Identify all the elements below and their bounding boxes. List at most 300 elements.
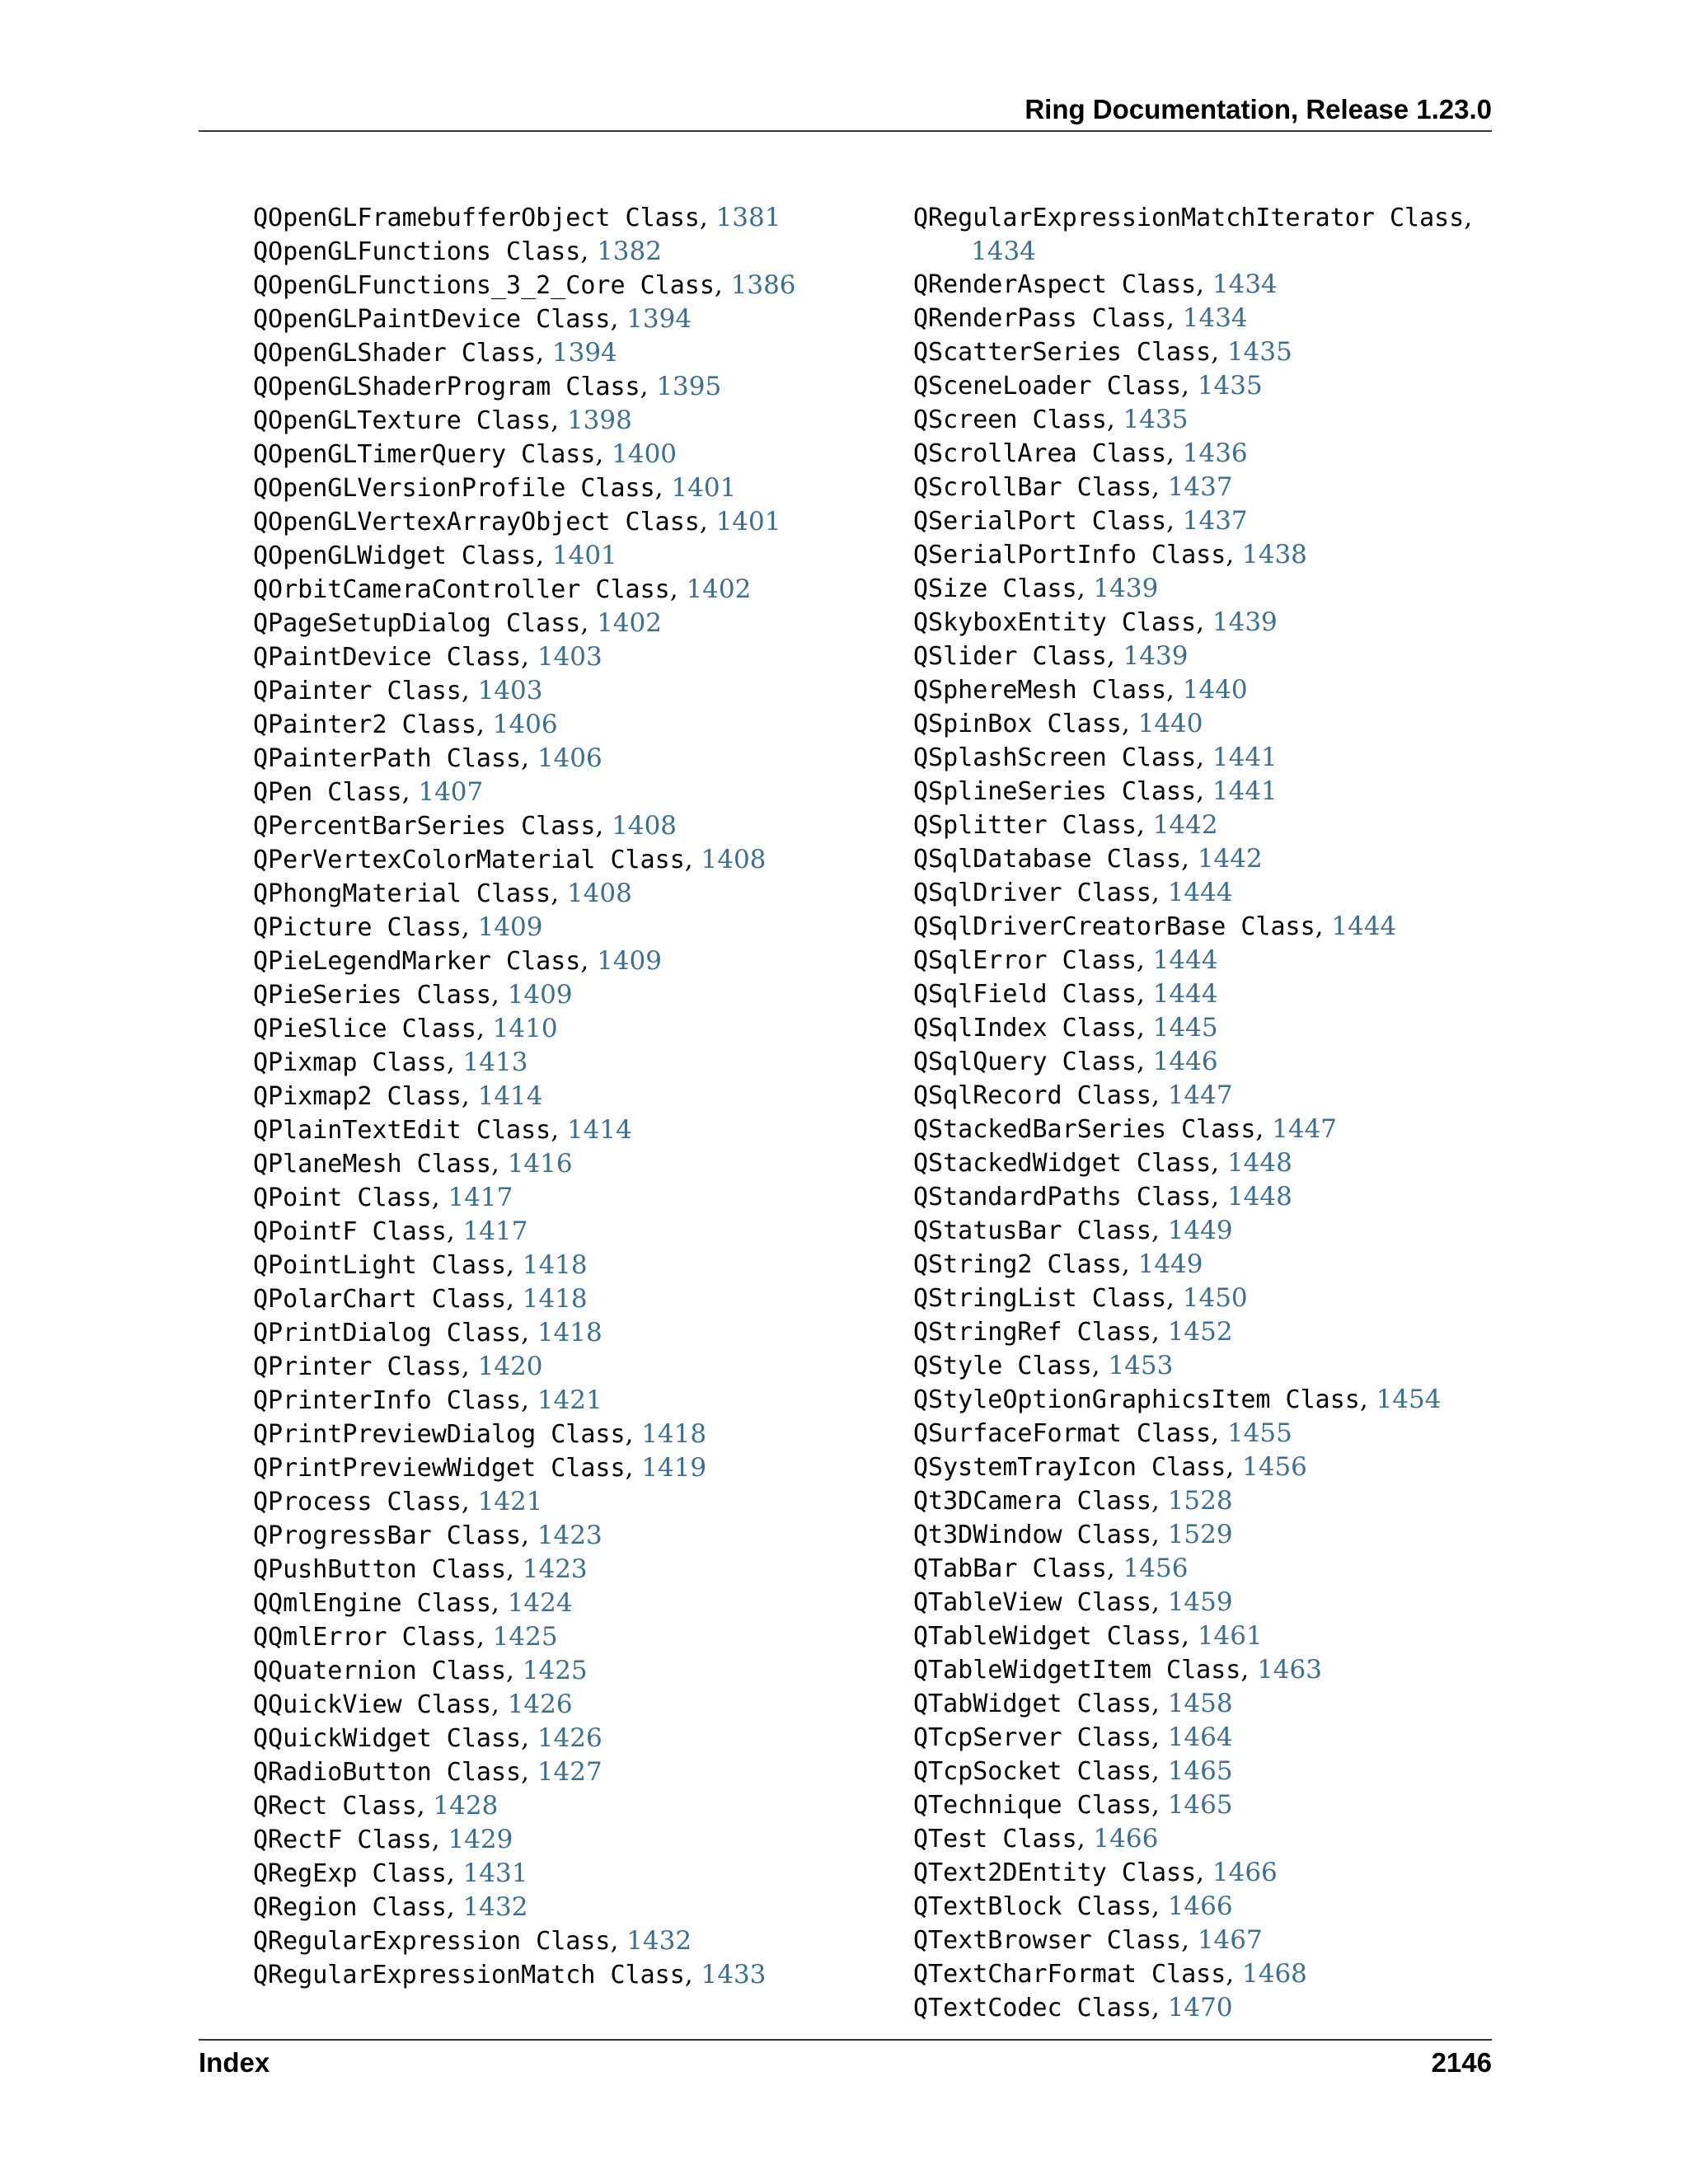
- entry-name: QPixmap Class: [253, 1048, 447, 1077]
- index-entry: QStringRef Class, 1452: [913, 1317, 1233, 1347]
- entry-page-link[interactable]: 1454: [1376, 1385, 1442, 1414]
- entry-name: QSurfaceFormat Class: [913, 1419, 1212, 1448]
- entry-page-link[interactable]: 1426: [507, 1690, 573, 1719]
- entry-page-link[interactable]: 1394: [551, 338, 617, 368]
- entry-name: QOpenGLWidget Class: [253, 541, 537, 570]
- entry-name: QSystemTrayIcon Class: [913, 1453, 1226, 1482]
- entry-page-link[interactable]: 1402: [597, 608, 662, 638]
- entry-name: QSqlDriverCreatorBase Class: [913, 912, 1315, 941]
- entry-name: QTextCharFormat Class: [913, 1960, 1226, 1989]
- entry-name: Qt3DCamera Class: [913, 1487, 1151, 1516]
- entry-page-link[interactable]: 1456: [1123, 1554, 1189, 1583]
- entry-name: QPrintDialog Class: [253, 1319, 522, 1347]
- entry-name: QPrintPreviewDialog Class: [253, 1420, 626, 1449]
- entry-name: QOpenGLTimerQuery Class: [253, 440, 596, 469]
- index-entry: QPaintDevice Class, 1403: [253, 642, 603, 672]
- index-entry: QPainter2 Class, 1406: [253, 710, 558, 739]
- index-entry: QOpenGLVersionProfile Class, 1401: [253, 473, 737, 503]
- entry-page-link[interactable]: 1403: [477, 676, 543, 705]
- entry-page-link[interactable]: 1408: [612, 811, 678, 841]
- index-entry: QOpenGLWidget Class, 1401: [253, 541, 617, 570]
- index-entry: QSqlField Class, 1444: [913, 979, 1218, 1009]
- entry-name: QSplineSeries Class: [913, 777, 1197, 806]
- entry-page-link[interactable]: 1381: [715, 203, 781, 232]
- entry-name: QOpenGLFunctions_3_2_Core Class: [253, 271, 715, 300]
- index-entry: QPerVertexColorMaterial Class, 1408: [253, 845, 767, 874]
- entry-page-link[interactable]: 1408: [701, 845, 767, 874]
- entry-name: QOpenGLVertexArrayObject Class: [253, 508, 700, 537]
- index-entry: QPrinterInfo Class, 1421: [253, 1385, 603, 1415]
- entry-name: QStatusBar Class: [913, 1216, 1151, 1245]
- entry-page-link[interactable]: 1528: [1167, 1486, 1233, 1516]
- index-entry: QPieLegendMarker Class, 1409: [253, 946, 662, 976]
- footer-section: Index: [199, 2047, 270, 2078]
- index-entry: QQmlError Class, 1425: [253, 1622, 558, 1652]
- entry-page-link[interactable]: 1434: [1182, 303, 1248, 333]
- index-entry: QText2DEntity Class, 1466: [913, 1858, 1278, 1887]
- entry-page-link[interactable]: 1406: [537, 743, 603, 773]
- entry-name: QTableView Class: [913, 1588, 1151, 1617]
- index-entry: QSqlDatabase Class, 1442: [913, 844, 1263, 874]
- entry-page-link[interactable]: 1395: [656, 372, 722, 401]
- entry-page-link[interactable]: 1447: [1167, 1080, 1233, 1110]
- entry-name: QPainterPath Class: [253, 744, 522, 773]
- entry-name: QText2DEntity Class: [913, 1858, 1197, 1887]
- entry-name: QTableWidget Class: [913, 1622, 1182, 1651]
- entry-name: QPercentBarSeries Class: [253, 812, 596, 841]
- entry-page-link[interactable]: 1437: [1182, 506, 1248, 536]
- entry-name: QOpenGLPaintDevice Class: [253, 305, 611, 334]
- entry-page-link[interactable]: 1426: [537, 1723, 603, 1753]
- entry-name: QOpenGLShader Class: [253, 339, 537, 368]
- entry-page-link[interactable]: 1401: [715, 507, 781, 537]
- index-entry: QStringList Class, 1450: [913, 1283, 1248, 1313]
- index-entry: QSerialPortInfo Class, 1438: [913, 540, 1307, 569]
- index-entry: QOpenGLVertexArrayObject Class, 1401: [253, 507, 781, 537]
- entry-page-link[interactable]: 1459: [1167, 1587, 1233, 1617]
- entry-name: QSceneLoader Class: [913, 372, 1182, 401]
- entry-page-link[interactable]: 1442: [1152, 810, 1218, 840]
- entry-name: QSqlDatabase Class: [913, 845, 1182, 874]
- index-entry: Qt3DCamera Class, 1528: [913, 1486, 1233, 1516]
- entry-name: QString2 Class: [913, 1250, 1122, 1279]
- entry-page-link[interactable]: 1425: [522, 1656, 588, 1685]
- entry-name: QStyleOptionGraphicsItem Class: [913, 1385, 1360, 1414]
- entry-page-link[interactable]: 1423: [537, 1521, 603, 1550]
- entry-name: QSqlField Class: [913, 980, 1137, 1009]
- entry-name: QSerialPort Class: [913, 507, 1167, 536]
- entry-page-link[interactable]: 1410: [492, 1014, 558, 1043]
- index-entry: QTableWidgetItem Class, 1463: [913, 1655, 1322, 1685]
- entry-name: QRadioButton Class: [253, 1758, 522, 1787]
- index-entry: QTableView Class, 1459: [913, 1587, 1233, 1617]
- index-entry: QPlaneMesh Class, 1416: [253, 1149, 573, 1179]
- index-entry: QPlainTextEdit Class, 1414: [253, 1115, 632, 1145]
- index-entry: QScrollBar Class, 1437: [913, 472, 1233, 502]
- entry-page-link[interactable]: 1398: [566, 405, 632, 435]
- entry-page-link[interactable]: 1428: [433, 1791, 499, 1821]
- index-entry: QRadioButton Class, 1427: [253, 1757, 603, 1787]
- entry-page-link[interactable]: 1413: [462, 1047, 528, 1077]
- index-entry: QSqlDriverCreatorBase Class, 1444: [913, 912, 1397, 941]
- entry-page-link[interactable]: 1432: [462, 1892, 528, 1922]
- index-entry: QSceneLoader Class, 1435: [913, 371, 1263, 401]
- entry-page-link[interactable]: 1439: [1093, 574, 1159, 603]
- entry-name: QRenderPass Class: [913, 304, 1167, 333]
- entry-page-link[interactable]: 1434: [1212, 269, 1278, 299]
- entry-name: QSqlRecord Class: [913, 1081, 1151, 1110]
- index-entry: QPixmap2 Class, 1414: [253, 1081, 543, 1111]
- index-entry: QPrintPreviewDialog Class, 1418: [253, 1419, 707, 1449]
- entry-page-link[interactable]: 1466: [1212, 1858, 1278, 1887]
- entry-page-link[interactable]: 1461: [1197, 1621, 1263, 1651]
- entry-page-link[interactable]: 1441: [1212, 776, 1278, 806]
- entry-page-link[interactable]: 1468: [1242, 1959, 1307, 1989]
- entry-page-link[interactable]: 1446: [1152, 1047, 1218, 1076]
- index-column-right: [913, 201, 1474, 2025]
- entry-name: QScrollBar Class: [913, 473, 1151, 502]
- index-entry: QRegExp Class, 1431: [253, 1858, 528, 1888]
- index-entry: QRegularExpressionMatchIterator Class, 1434: [913, 203, 1473, 266]
- index-entry: QOpenGLFunctions Class, 1382: [253, 237, 662, 266]
- entry-page-link[interactable]: 1409: [507, 980, 573, 1010]
- entry-page-link[interactable]: 1386: [730, 270, 796, 300]
- entry-name: QSqlDriver Class: [913, 879, 1151, 907]
- entry-name: QQmlEngine Class: [253, 1589, 491, 1618]
- index-entry: QPicture Class, 1409: [253, 912, 543, 942]
- entry-page-link[interactable]: 1467: [1197, 1925, 1263, 1955]
- entry-page-link[interactable]: 1436: [1182, 438, 1248, 468]
- index-entry: QSize Class, 1439: [913, 574, 1159, 603]
- entry-name: QSqlQuery Class: [913, 1047, 1137, 1076]
- entry-page-link[interactable]: 1418: [522, 1284, 588, 1314]
- index-entry: QPrintDialog Class, 1418: [253, 1318, 603, 1347]
- entry-page-link[interactable]: 1434: [971, 237, 1036, 266]
- entry-page-link[interactable]: 1416: [507, 1149, 573, 1179]
- entry-page-link[interactable]: 1394: [626, 304, 692, 334]
- entry-name: QSkyboxEntity Class: [913, 608, 1197, 637]
- entry-name: QPointF Class: [253, 1217, 447, 1246]
- index-entry: QOpenGLShaderProgram Class, 1395: [253, 372, 722, 401]
- index-entry: QRenderPass Class, 1434: [913, 303, 1248, 333]
- entry-page-link[interactable]: 1439: [1123, 641, 1189, 671]
- index-entry: QRenderAspect Class, 1434: [913, 269, 1278, 299]
- entry-page-link[interactable]: 1418: [641, 1419, 707, 1449]
- index-entry: QPieSeries Class, 1409: [253, 980, 573, 1010]
- entry-name: QStandardPaths Class: [913, 1183, 1212, 1212]
- entry-name: QSphereMesh Class: [913, 676, 1167, 705]
- entry-page-link[interactable]: 1456: [1242, 1452, 1307, 1482]
- index-entry: QPixmap Class, 1413: [253, 1047, 528, 1077]
- index-entry: QSqlError Class, 1444: [913, 945, 1218, 975]
- footer-rule: [199, 2039, 1492, 2041]
- entry-page-link[interactable]: 1437: [1167, 472, 1233, 502]
- entry-name: QRegularExpressionMatchIterator Class: [913, 204, 1465, 232]
- index-entry: QSkyboxEntity Class, 1439: [913, 607, 1278, 637]
- entry-name: QSerialPortInfo Class: [913, 541, 1226, 569]
- entry-page-link[interactable]: 1448: [1226, 1148, 1292, 1178]
- index-entry: QTableWidget Class, 1461: [913, 1621, 1263, 1651]
- entry-name: QQmlError Class: [253, 1623, 476, 1652]
- index-entry: QSlider Class, 1439: [913, 641, 1189, 671]
- entry-page-link[interactable]: 1444: [1167, 878, 1233, 907]
- entry-page-link[interactable]: 1382: [597, 237, 662, 266]
- index-entry: QPageSetupDialog Class, 1402: [253, 608, 662, 638]
- index-entry: QStackedWidget Class, 1448: [913, 1148, 1292, 1178]
- entry-page-link[interactable]: 1414: [566, 1115, 632, 1145]
- entry-page-link[interactable]: 1445: [1152, 1013, 1218, 1043]
- index-entry: QSystemTrayIcon Class, 1456: [913, 1452, 1307, 1482]
- entry-page-link[interactable]: 1433: [701, 1960, 767, 1990]
- entry-name: QProgressBar Class: [253, 1521, 522, 1550]
- index-entry: QPushButton Class, 1423: [253, 1554, 588, 1584]
- entry-page-link[interactable]: 1419: [641, 1453, 707, 1483]
- index-entry: QScreen Class, 1435: [913, 405, 1189, 434]
- entry-name: QStackedBarSeries Class: [913, 1115, 1256, 1144]
- index-entry: QQuickView Class, 1426: [253, 1690, 573, 1719]
- index-entry: QSphereMesh Class, 1440: [913, 675, 1248, 705]
- entry-page-link[interactable]: 1417: [462, 1216, 528, 1246]
- index-entry: QPen Class, 1407: [253, 777, 484, 807]
- index-entry: QSplitter Class, 1442: [913, 810, 1218, 840]
- index-entry: QPercentBarSeries Class, 1408: [253, 811, 678, 841]
- entry-page-link[interactable]: 1409: [477, 912, 543, 942]
- entry-name: QScreen Class: [913, 405, 1107, 434]
- entry-page-link[interactable]: 1408: [566, 879, 632, 908]
- index-entry: QStatusBar Class, 1449: [913, 1216, 1233, 1245]
- entry-name: QTabBar Class: [913, 1554, 1107, 1583]
- entry-page-link[interactable]: 1423: [522, 1554, 588, 1584]
- entry-page-link[interactable]: 1465: [1167, 1756, 1233, 1786]
- entry-page-link[interactable]: 1403: [537, 642, 603, 672]
- index-entry: QSplineSeries Class, 1441: [913, 776, 1278, 806]
- index-entry: QTextCharFormat Class, 1468: [913, 1959, 1307, 1989]
- entry-name: QSqlError Class: [913, 946, 1137, 975]
- entry-page-link[interactable]: 1529: [1167, 1520, 1233, 1549]
- entry-page-link[interactable]: 1449: [1167, 1216, 1233, 1245]
- index-entry: QPoint Class, 1417: [253, 1183, 513, 1212]
- entry-name: Qt3DWindow Class: [913, 1521, 1151, 1549]
- entry-page-link[interactable]: 1435: [1197, 371, 1263, 401]
- index-entry: QRegion Class, 1432: [253, 1892, 528, 1922]
- entry-name: QQuickView Class: [253, 1690, 491, 1719]
- entry-name: QPushButton Class: [253, 1555, 507, 1584]
- entry-page-link[interactable]: 1427: [537, 1757, 603, 1787]
- index-entry: QPainterPath Class, 1406: [253, 743, 603, 773]
- entry-page-link[interactable]: 1407: [418, 777, 484, 807]
- index-entry: QPrintPreviewWidget Class, 1419: [253, 1453, 707, 1483]
- entry-name: QStringRef Class: [913, 1318, 1151, 1347]
- index-entry: QTest Class, 1466: [913, 1824, 1159, 1854]
- entry-name: QSlider Class: [913, 642, 1107, 671]
- entry-page-link[interactable]: 1406: [492, 710, 558, 739]
- index-entry: QQuaternion Class, 1425: [253, 1656, 588, 1685]
- index-entry: QTextBrowser Class, 1467: [913, 1925, 1263, 1955]
- entry-page-link[interactable]: 1424: [507, 1588, 573, 1618]
- entry-page-link[interactable]: 1440: [1137, 709, 1203, 738]
- index-entry: QPieSlice Class, 1410: [253, 1014, 558, 1043]
- index-entry: QScrollArea Class, 1436: [913, 438, 1248, 468]
- index-entry: QTechnique Class, 1465: [913, 1790, 1233, 1820]
- index-entry: QRect Class, 1428: [253, 1791, 499, 1821]
- entry-page-link[interactable]: 1418: [522, 1250, 588, 1280]
- index-entry: QQuickWidget Class, 1426: [253, 1723, 603, 1753]
- index-entry: QSurfaceFormat Class, 1455: [913, 1418, 1292, 1448]
- entry-name: QRegion Class: [253, 1893, 447, 1922]
- entry-name: QPlaneMesh Class: [253, 1150, 491, 1179]
- entry-page-link[interactable]: 1417: [448, 1183, 513, 1212]
- entry-page-link[interactable]: 1425: [492, 1622, 558, 1652]
- entry-page-link[interactable]: 1448: [1226, 1182, 1292, 1212]
- header-rule: [199, 130, 1492, 132]
- index-entry: QSqlIndex Class, 1445: [913, 1013, 1218, 1043]
- index-entry: QPhongMaterial Class, 1408: [253, 879, 632, 908]
- entry-page-link[interactable]: 1444: [1152, 979, 1218, 1009]
- entry-name: QPlainTextEdit Class: [253, 1116, 551, 1145]
- index-entry: QStackedBarSeries Class, 1447: [913, 1114, 1338, 1144]
- entry-name: QPrintPreviewWidget Class: [253, 1454, 626, 1483]
- entry-name: QPoint Class: [253, 1183, 432, 1212]
- entry-name: QRegularExpression Class: [253, 1927, 611, 1956]
- entry-name: QPhongMaterial Class: [253, 879, 551, 908]
- entry-name: QPainter2 Class: [253, 710, 476, 739]
- entry-page-link[interactable]: 1432: [626, 1926, 692, 1956]
- entry-name: QOpenGLFunctions Class: [253, 237, 581, 266]
- entry-page-link[interactable]: 1465: [1167, 1790, 1233, 1820]
- index-entry: QStyleOptionGraphicsItem Class, 1454: [913, 1385, 1442, 1414]
- index-entry: QOpenGLTimerQuery Class, 1400: [253, 439, 678, 469]
- header-title: Ring Documentation, Release 1.23.0: [1025, 94, 1492, 124]
- entry-name: QOpenGLShaderProgram Class: [253, 373, 640, 401]
- entry-name: QSqlIndex Class: [913, 1014, 1137, 1043]
- index-entry: QTabWidget Class, 1458: [913, 1689, 1233, 1718]
- entry-page-link[interactable]: 1441: [1212, 743, 1278, 772]
- entry-page-link[interactable]: 1402: [686, 574, 752, 604]
- entry-name: QTextBrowser Class: [913, 1926, 1182, 1955]
- entry-name: QRenderAspect Class: [913, 270, 1197, 299]
- entry-name: QPointLight Class: [253, 1251, 507, 1280]
- entry-name: QPainter Class: [253, 677, 462, 705]
- entry-name: QPaintDevice Class: [253, 643, 522, 672]
- entry-name: QOrbitCameraController Class: [253, 575, 670, 604]
- entry-name: QTechnique Class: [913, 1791, 1151, 1820]
- entry-page-link[interactable]: 1447: [1272, 1114, 1338, 1144]
- entry-page-link[interactable]: 1442: [1197, 844, 1263, 874]
- index-entry: QOpenGLPaintDevice Class, 1394: [253, 304, 692, 334]
- entry-page-link[interactable]: 1466: [1093, 1824, 1159, 1854]
- entry-name: QPicture Class: [253, 913, 462, 942]
- entry-page-link[interactable]: 1463: [1257, 1655, 1322, 1685]
- index-entry: QRegularExpressionMatch Class, 1433: [253, 1960, 767, 1990]
- index-entry: QOpenGLFunctions_3_2_Core Class, 1386: [253, 270, 796, 300]
- entry-page-link[interactable]: 1431: [462, 1858, 528, 1888]
- entry-name: QProcess Class: [253, 1488, 462, 1516]
- index-entry: QOpenGLFramebufferObject Class, 1381: [253, 203, 781, 232]
- entry-page-link[interactable]: 1453: [1108, 1351, 1174, 1380]
- entry-page-link[interactable]: 1414: [477, 1081, 543, 1111]
- entry-page-link[interactable]: 1429: [448, 1825, 513, 1854]
- entry-page-link[interactable]: 1444: [1331, 912, 1397, 941]
- entry-page-link[interactable]: 1449: [1137, 1249, 1203, 1279]
- footer-page-number: 2146: [1431, 2047, 1492, 2078]
- entry-name: QPerVertexColorMaterial Class: [253, 846, 685, 874]
- index-entry: QSqlDriver Class, 1444: [913, 878, 1233, 907]
- entry-page-link[interactable]: 1470: [1167, 1993, 1233, 2022]
- index-entry: QProgressBar Class, 1423: [253, 1521, 603, 1550]
- index-entry: QStyle Class, 1453: [913, 1351, 1174, 1380]
- index-entry: QSqlQuery Class, 1446: [913, 1047, 1218, 1076]
- entry-name: QSplitter Class: [913, 811, 1137, 840]
- index-entry: QOrbitCameraController Class, 1402: [253, 574, 752, 604]
- entry-name: QStyle Class: [913, 1352, 1092, 1380]
- entry-name: QRect Class: [253, 1792, 417, 1821]
- entry-name: QPieSlice Class: [253, 1015, 476, 1043]
- index-entry: QQmlEngine Class, 1424: [253, 1588, 573, 1618]
- index-entry: QOpenGLShader Class, 1394: [253, 338, 617, 368]
- entry-page-link[interactable]: 1421: [537, 1385, 603, 1415]
- entry-name: QRegExp Class: [253, 1859, 447, 1888]
- index-entry: QSerialPort Class, 1437: [913, 506, 1248, 536]
- entry-name: QScrollArea Class: [913, 439, 1167, 468]
- entry-page-link[interactable]: 1450: [1182, 1283, 1248, 1313]
- entry-name: QOpenGLVersionProfile Class: [253, 474, 655, 503]
- index-entry: QTextBlock Class, 1466: [913, 1891, 1233, 1921]
- index-entry: QPointF Class, 1417: [253, 1216, 528, 1246]
- entry-name: QTextBlock Class: [913, 1892, 1151, 1921]
- entry-page-link[interactable]: 1401: [671, 473, 737, 503]
- index-entry: QPointLight Class, 1418: [253, 1250, 588, 1280]
- index-entry: QPolarChart Class, 1418: [253, 1284, 588, 1314]
- index-entry: QTextCodec Class, 1470: [913, 1993, 1233, 2022]
- index-entry: QProcess Class, 1421: [253, 1487, 543, 1516]
- entry-page-link[interactable]: 1452: [1167, 1317, 1233, 1347]
- entry-page-link[interactable]: 1466: [1167, 1891, 1233, 1921]
- entry-page-link[interactable]: 1440: [1182, 675, 1248, 705]
- entry-name: QTest Class: [913, 1825, 1077, 1854]
- entry-name: QPageSetupDialog Class: [253, 609, 581, 638]
- entry-name: QRectF Class: [253, 1825, 432, 1854]
- index-entry: QRegularExpression Class, 1432: [253, 1926, 692, 1956]
- entry-page-link[interactable]: 1439: [1212, 607, 1278, 637]
- entry-page-link[interactable]: 1444: [1152, 945, 1218, 975]
- entry-name: QSize Class: [913, 574, 1077, 603]
- index-entry: QString2 Class, 1449: [913, 1249, 1203, 1279]
- index-column-left: [253, 201, 796, 1992]
- entry-page-link[interactable]: 1438: [1242, 540, 1307, 569]
- entry-name: QTableWidgetItem Class: [913, 1656, 1241, 1685]
- entry-name: QStackedWidget Class: [913, 1149, 1212, 1178]
- index-entry: QScatterSeries Class, 1435: [913, 337, 1292, 367]
- entry-page-link[interactable]: 1401: [551, 541, 617, 570]
- entry-name: QTcpServer Class: [913, 1723, 1151, 1752]
- entry-page-link[interactable]: 1464: [1167, 1722, 1233, 1752]
- entry-page-link[interactable]: 1455: [1226, 1418, 1292, 1448]
- entry-page-link[interactable]: 1421: [477, 1487, 543, 1516]
- entry-page-link[interactable]: 1409: [597, 946, 662, 976]
- entry-page-link[interactable]: 1435: [1226, 337, 1292, 367]
- entry-page-link[interactable]: 1400: [612, 439, 678, 469]
- entry-name: QQuaternion Class: [253, 1657, 507, 1685]
- entry-name: QScatterSeries Class: [913, 338, 1212, 367]
- entry-page-link[interactable]: 1435: [1123, 405, 1189, 434]
- entry-name: QSplashScreen Class: [913, 743, 1197, 772]
- entry-page-link[interactable]: 1458: [1167, 1689, 1233, 1718]
- entry-name: QPrinterInfo Class: [253, 1386, 522, 1415]
- entry-page-link[interactable]: 1418: [537, 1318, 603, 1347]
- index-entry: Qt3DWindow Class, 1529: [913, 1520, 1233, 1549]
- index-entry: QPrinter Class, 1420: [253, 1352, 543, 1381]
- entry-page-link[interactable]: 1420: [477, 1352, 543, 1381]
